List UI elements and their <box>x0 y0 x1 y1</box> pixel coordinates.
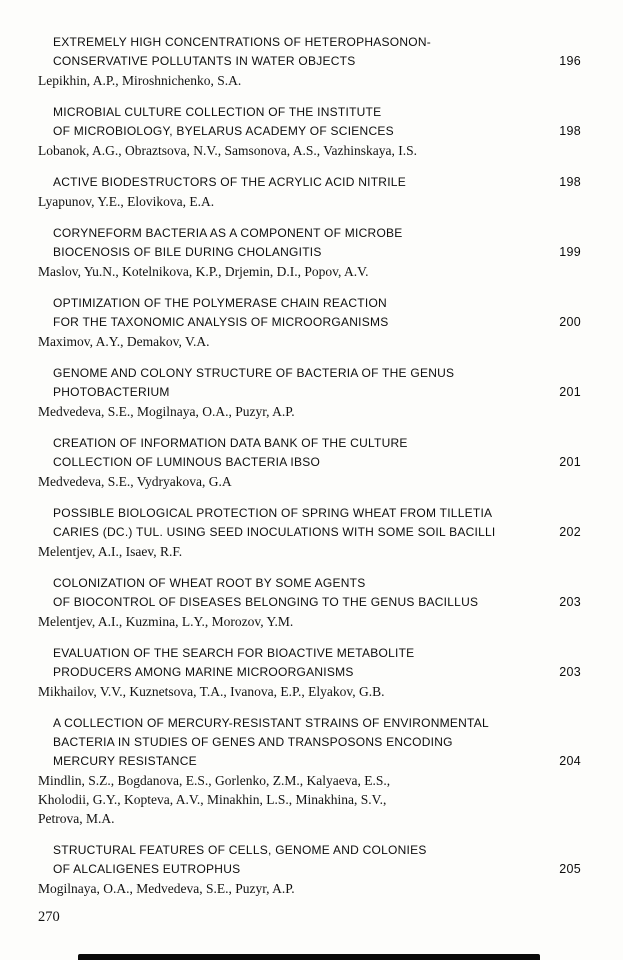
entry-title <box>38 173 551 192</box>
entry-author-line: Mikhailov, V.V., Kuznetsova, T.A., Ivanova, E.P., Elyakov, G.B. <box>38 684 385 699</box>
entry-title <box>38 103 551 141</box>
entry-author-line: Mindlin, S.Z., Bogdanova, E.S., Gorlenko, Z.M., Kalyaeva, E.S., <box>38 773 391 788</box>
toc-entry <box>38 364 581 421</box>
toc-entry <box>38 574 581 631</box>
entry-title <box>38 841 551 879</box>
entry-head <box>38 714 581 771</box>
toc-entry <box>38 644 581 701</box>
entry-author-line: Lepikhin, A.P., Miroshnichenko, S.A. <box>38 73 242 88</box>
entry-title-line: PHOTOBACTERIUM <box>53 385 170 399</box>
entry-page-number: 205 <box>559 862 581 876</box>
entry-authors <box>38 402 581 421</box>
entry-title-line: FOR THE TAXONOMIC ANALYSIS OF MICROORGANISMS <box>53 315 389 329</box>
entry-title-line: ACTIVE BIODESTRUCTORS OF THE ACRYLIC ACID NITRILE <box>53 175 406 189</box>
entry-author-line: Maximov, A.Y., Demakov, V.A. <box>38 334 210 349</box>
entry-head <box>38 644 581 682</box>
entry-head <box>38 504 581 542</box>
entry-authors <box>38 262 581 281</box>
entry-title-line: CARIES (DC.) TUL. USING SEED INOCULATIONS WITH SOME SOIL BACILLI <box>53 525 496 539</box>
entry-authors <box>38 472 581 491</box>
entry-author-line: Medvedeva, S.E., Mogilnaya, O.A., Puzyr, A.P. <box>38 404 295 419</box>
entry-head <box>38 434 581 472</box>
entry-page-number: 199 <box>559 245 581 259</box>
toc-entry <box>38 434 581 491</box>
entry-head <box>38 294 581 332</box>
entry-title-line: A COLLECTION OF MERCURY-RESISTANT STRAINS OF ENVIRONMENTAL <box>53 716 489 730</box>
entry-author-line: Petrova, M.A. <box>38 811 115 826</box>
entry-title <box>38 33 551 71</box>
entry-head <box>38 364 581 402</box>
entry-page-number: 201 <box>559 455 581 469</box>
toc-entry <box>38 714 581 828</box>
entry-authors <box>38 192 581 211</box>
toc-entry <box>38 173 581 211</box>
entry-title <box>38 294 551 332</box>
entry-authors <box>38 141 581 160</box>
entry-head <box>38 224 581 262</box>
entry-page-number: 204 <box>559 754 581 768</box>
entry-title-line: BACTERIA IN STUDIES OF GENES AND TRANSPOSONS ENCODING <box>53 735 453 749</box>
entry-title <box>38 364 551 402</box>
entry-author-line: Melentjev, A.I., Kuzmina, L.Y., Morozov, Y.M. <box>38 614 294 629</box>
entry-title <box>38 224 551 262</box>
entry-authors <box>38 71 581 90</box>
entry-title-line: OF BIOCONTROL OF DISEASES BELONGING TO THE GENUS BACILLUS <box>53 595 479 609</box>
entry-page-number: 198 <box>559 124 581 138</box>
entry-author-line: Kholodii, G.Y., Kopteva, A.V., Minakhin, L.S., Minakhina, S.V., <box>38 792 387 807</box>
entry-head <box>38 841 581 879</box>
entry-author-line: Lyapunov, Y.E., Elovikova, E.A. <box>38 194 215 209</box>
toc-entry <box>38 294 581 351</box>
entry-head <box>38 574 581 612</box>
entry-head <box>38 33 581 71</box>
entry-author-line: Mogilnaya, O.A., Medvedeva, S.E., Puzyr, A.P. <box>38 881 295 896</box>
scan-edge-artifact <box>78 954 540 960</box>
entry-title-line: CREATION OF INFORMATION DATA BANK OF THE CULTURE <box>53 436 408 450</box>
entry-authors <box>38 879 581 898</box>
entry-title-line: CORYNEFORM BACTERIA AS A COMPONENT OF MICROBE <box>53 226 403 240</box>
entry-page-number: 198 <box>559 175 581 189</box>
entry-title-line: POSSIBLE BIOLOGICAL PROTECTION OF SPRING WHEAT FROM TILLETIA <box>53 506 493 520</box>
entry-head <box>38 173 581 192</box>
entry-head <box>38 103 581 141</box>
toc-entry <box>38 224 581 281</box>
entry-page-number: 203 <box>559 665 581 679</box>
entry-title-line: BIOCENOSIS OF BILE DURING CHOLANGITIS <box>53 245 322 259</box>
entry-title-line: OF MICROBIOLOGY, BYELARUS ACADEMY OF SCIENCES <box>53 124 394 138</box>
toc-entry <box>38 504 581 561</box>
entry-authors <box>38 771 581 828</box>
entry-title-line: EXTREMELY HIGH CONCENTRATIONS OF HETEROPHASONON- <box>53 35 432 49</box>
entry-authors <box>38 682 581 701</box>
toc-entry <box>38 33 581 90</box>
entry-title-line: COLLECTION OF LUMINOUS BACTERIA IBSO <box>53 455 321 469</box>
entry-title-line: OPTIMIZATION OF THE POLYMERASE CHAIN REACTION <box>53 296 387 310</box>
entry-title-line: COLONIZATION OF WHEAT ROOT BY SOME AGENTS <box>53 576 366 590</box>
entry-page-number: 200 <box>559 315 581 329</box>
entry-title-line: EVALUATION OF THE SEARCH FOR BIOACTIVE METABOLITE <box>53 646 415 660</box>
entry-title <box>38 574 551 612</box>
toc-entry <box>38 841 581 898</box>
entry-title-line: STRUCTURAL FEATURES OF CELLS, GENOME AND COLONIES <box>53 843 427 857</box>
footer-page-number: 270 <box>38 909 60 925</box>
entry-page-number: 202 <box>559 525 581 539</box>
entry-authors <box>38 332 581 351</box>
entry-title <box>38 434 551 472</box>
entry-title-line: MICROBIAL CULTURE COLLECTION OF THE INSTITUTE <box>53 105 382 119</box>
toc-list <box>38 33 581 898</box>
entry-title <box>38 714 551 771</box>
entry-title-line: CONSERVATIVE POLLUTANTS IN WATER OBJECTS <box>53 54 356 68</box>
entry-title <box>38 504 551 542</box>
entry-author-line: Maslov, Yu.N., Kotelnikova, K.P., Drjemin, D.I., Popov, A.V. <box>38 264 369 279</box>
entry-title-line: PRODUCERS AMONG MARINE MICROORGANISMS <box>53 665 354 679</box>
entry-title <box>38 644 551 682</box>
entry-title-line: MERCURY RESISTANCE <box>53 754 197 768</box>
entry-page-number: 196 <box>559 54 581 68</box>
toc-entry <box>38 103 581 160</box>
entry-authors <box>38 612 581 631</box>
entry-author-line: Lobanok, A.G., Obraztsova, N.V., Samsonova, A.S., Vazhinskaya, I.S. <box>38 143 417 158</box>
entry-title-line: GENOME AND COLONY STRUCTURE OF BACTERIA OF THE GENUS <box>53 366 455 380</box>
entry-author-line: Medvedeva, S.E., Vydryakova, G.A <box>38 474 232 489</box>
entry-page-number: 203 <box>559 595 581 609</box>
entry-page-number: 201 <box>559 385 581 399</box>
entry-authors <box>38 542 581 561</box>
entry-author-line: Melentjev, A.I., Isaev, R.F. <box>38 544 183 559</box>
entry-title-line: OF ALCALIGENES EUTROPHUS <box>53 862 241 876</box>
